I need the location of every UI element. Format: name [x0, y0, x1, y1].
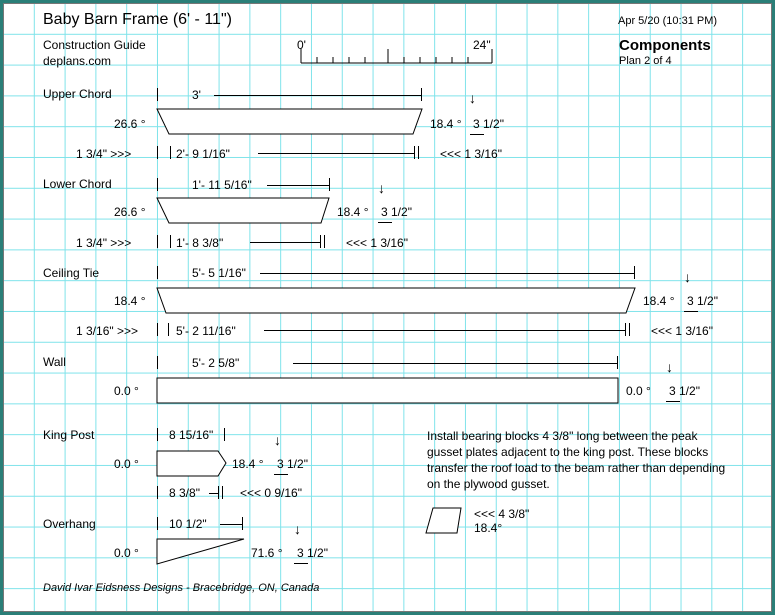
- subtitle: Construction Guide: [43, 38, 146, 52]
- dim-tick: [320, 235, 321, 248]
- dim-tick: [168, 323, 169, 336]
- dim-line: [293, 363, 617, 364]
- bearing-block-note: Install bearing blocks 4 3/8" long between the peak gusset plates adjacent to the king post. These blocks transfer the roof load to the beam rather than depending on the plywood gusset.: [427, 429, 726, 491]
- arrow-down-icon: ↓: [378, 180, 385, 196]
- dim-tick: [157, 146, 158, 159]
- ceiling-tie-left-angle: 18.4 °: [114, 294, 146, 308]
- dim-tick: [418, 146, 419, 159]
- upper-chord-left-angle: 26.6 °: [114, 117, 146, 131]
- wall-top-length: 5'- 2 5/8": [192, 356, 240, 370]
- lower-chord-shape: [156, 197, 332, 225]
- king-post-top-length: 8 15/16": [169, 428, 214, 442]
- arrow-down-icon: ↓: [469, 90, 476, 106]
- dim-tick: [414, 146, 415, 159]
- upper-chord-label: Upper Chord: [43, 87, 112, 101]
- dim-tick: [617, 356, 618, 369]
- dim-tick: [157, 323, 158, 336]
- dim-tick: [224, 428, 225, 441]
- overhang-label: Overhang: [43, 517, 96, 531]
- width-underline: [666, 401, 680, 402]
- dim-line: [260, 273, 634, 274]
- arrow-down-icon: ↓: [274, 432, 281, 448]
- arrow-down-icon: ↓: [294, 521, 301, 537]
- ceiling-tie-right-offset: <<< 1 3/16": [651, 324, 713, 338]
- page-title: Baby Barn Frame (6' - 11"): [43, 11, 232, 28]
- dim-tick: [170, 235, 171, 248]
- ceiling-tie-bottom-length: 5'- 2 11/16": [176, 324, 236, 338]
- upper-chord-right-offset: <<< 1 3/16": [440, 147, 502, 161]
- dim-tick: [157, 486, 158, 499]
- upper-chord-shape: [156, 108, 426, 136]
- ceiling-tie-width: 3 1/2": [687, 294, 718, 308]
- width-underline: [684, 311, 698, 312]
- overhang-shape: [156, 538, 248, 566]
- ceiling-tie-top-length: 5'- 5 1/16": [192, 266, 246, 280]
- lower-chord-top-length: 1'- 11 5/16": [192, 178, 252, 192]
- dim-tick: [157, 428, 158, 441]
- dim-line: [264, 330, 625, 331]
- dim-line: [258, 153, 414, 154]
- width-underline: [378, 222, 392, 223]
- upper-chord-dim-tick: [157, 88, 158, 101]
- upper-chord-bottom-length: 2'- 9 1/16": [176, 147, 230, 161]
- bearing-block-shape: [425, 507, 463, 535]
- dim-tick: [629, 323, 630, 336]
- lower-chord-right-angle: 18.4 °: [337, 205, 369, 219]
- dim-line: [250, 242, 320, 243]
- bearing-block-angle: 18.4°: [474, 521, 503, 535]
- king-post-shape: [156, 450, 228, 478]
- wall-shape: [156, 377, 621, 405]
- overhang-top-length: 10 1/2": [169, 517, 207, 531]
- dim-tick: [329, 178, 330, 191]
- section-title: Components: [619, 37, 711, 54]
- upper-chord-width: 3 1/2": [473, 117, 504, 131]
- ceiling-tie-left-offset: 1 3/16" >>>: [76, 324, 138, 338]
- wall-right-angle: 0.0 °: [626, 384, 651, 398]
- scale-end-label: 24": [473, 38, 491, 52]
- footer-credit: David Ivar Eidsness Designs - Bracebridge, ON, Canada: [43, 582, 320, 594]
- king-post-bottom-length: 8 3/8": [169, 486, 200, 500]
- dim-tick: [157, 356, 158, 369]
- upper-chord-dim-line: [214, 95, 421, 96]
- upper-chord-left-offset: 1 3/4" >>>: [76, 147, 132, 161]
- wall-width: 3 1/2": [669, 384, 700, 398]
- king-post-right-angle: 18.4 °: [232, 457, 264, 471]
- dim-tick: [242, 517, 243, 530]
- ceiling-tie-label: Ceiling Tie: [43, 266, 100, 280]
- dim-tick: [222, 486, 223, 499]
- lower-chord-left-offset: 1 3/4" >>>: [76, 236, 132, 250]
- scale-bar: [300, 48, 495, 64]
- king-post-width: 3 1/2": [277, 457, 308, 471]
- plan-number: Plan 2 of 4: [619, 55, 672, 67]
- dim-tick: [157, 235, 158, 248]
- plan-sheet: [3, 3, 772, 612]
- lower-chord-bottom-length: 1'- 8 3/8": [176, 236, 224, 250]
- date-stamp: Apr 5/20 (10:31 PM): [618, 15, 718, 27]
- dim-tick: [625, 323, 626, 336]
- wall-left-angle: 0.0 °: [114, 384, 139, 398]
- lower-chord-left-angle: 26.6 °: [114, 205, 146, 219]
- lower-chord-width: 3 1/2": [381, 205, 412, 219]
- king-post-right-offset: <<< 0 9/16": [240, 486, 302, 500]
- dim-tick: [218, 486, 219, 499]
- upper-chord-right-angle: 18.4 °: [430, 117, 462, 131]
- dim-tick: [157, 178, 158, 191]
- arrow-down-icon: ↓: [666, 359, 673, 375]
- scale-start-label: 0': [297, 38, 306, 52]
- ceiling-tie-right-angle: 18.4 °: [643, 294, 675, 308]
- dim-tick: [157, 517, 158, 530]
- ceiling-tie-shape: [156, 287, 638, 315]
- dim-tick: [634, 266, 635, 279]
- bearing-block-length: <<< 4 3/8": [474, 507, 530, 521]
- king-post-label: King Post: [43, 428, 95, 442]
- lower-chord-label: Lower Chord: [43, 177, 112, 191]
- dim-tick: [324, 235, 325, 248]
- width-underline: [274, 474, 288, 475]
- width-underline: [294, 563, 308, 564]
- arrow-down-icon: ↓: [684, 269, 691, 285]
- lower-chord-right-offset: <<< 1 3/16": [346, 236, 408, 250]
- king-post-left-angle: 0.0 °: [114, 457, 139, 471]
- upper-chord-dim-tick: [421, 88, 422, 101]
- dim-line: [220, 524, 242, 525]
- dim-line: [267, 185, 329, 186]
- wall-label: Wall: [43, 355, 66, 369]
- dim-tick: [170, 146, 171, 159]
- width-underline: [470, 134, 484, 135]
- overhang-left-angle: 0.0 °: [114, 546, 139, 560]
- upper-chord-top-length: 3': [192, 88, 201, 102]
- dim-tick: [157, 266, 158, 279]
- site-link[interactable]: deplans.com: [43, 54, 112, 68]
- overhang-width: 3 1/2": [297, 546, 328, 560]
- overhang-right-angle: 71.6 °: [251, 546, 283, 560]
